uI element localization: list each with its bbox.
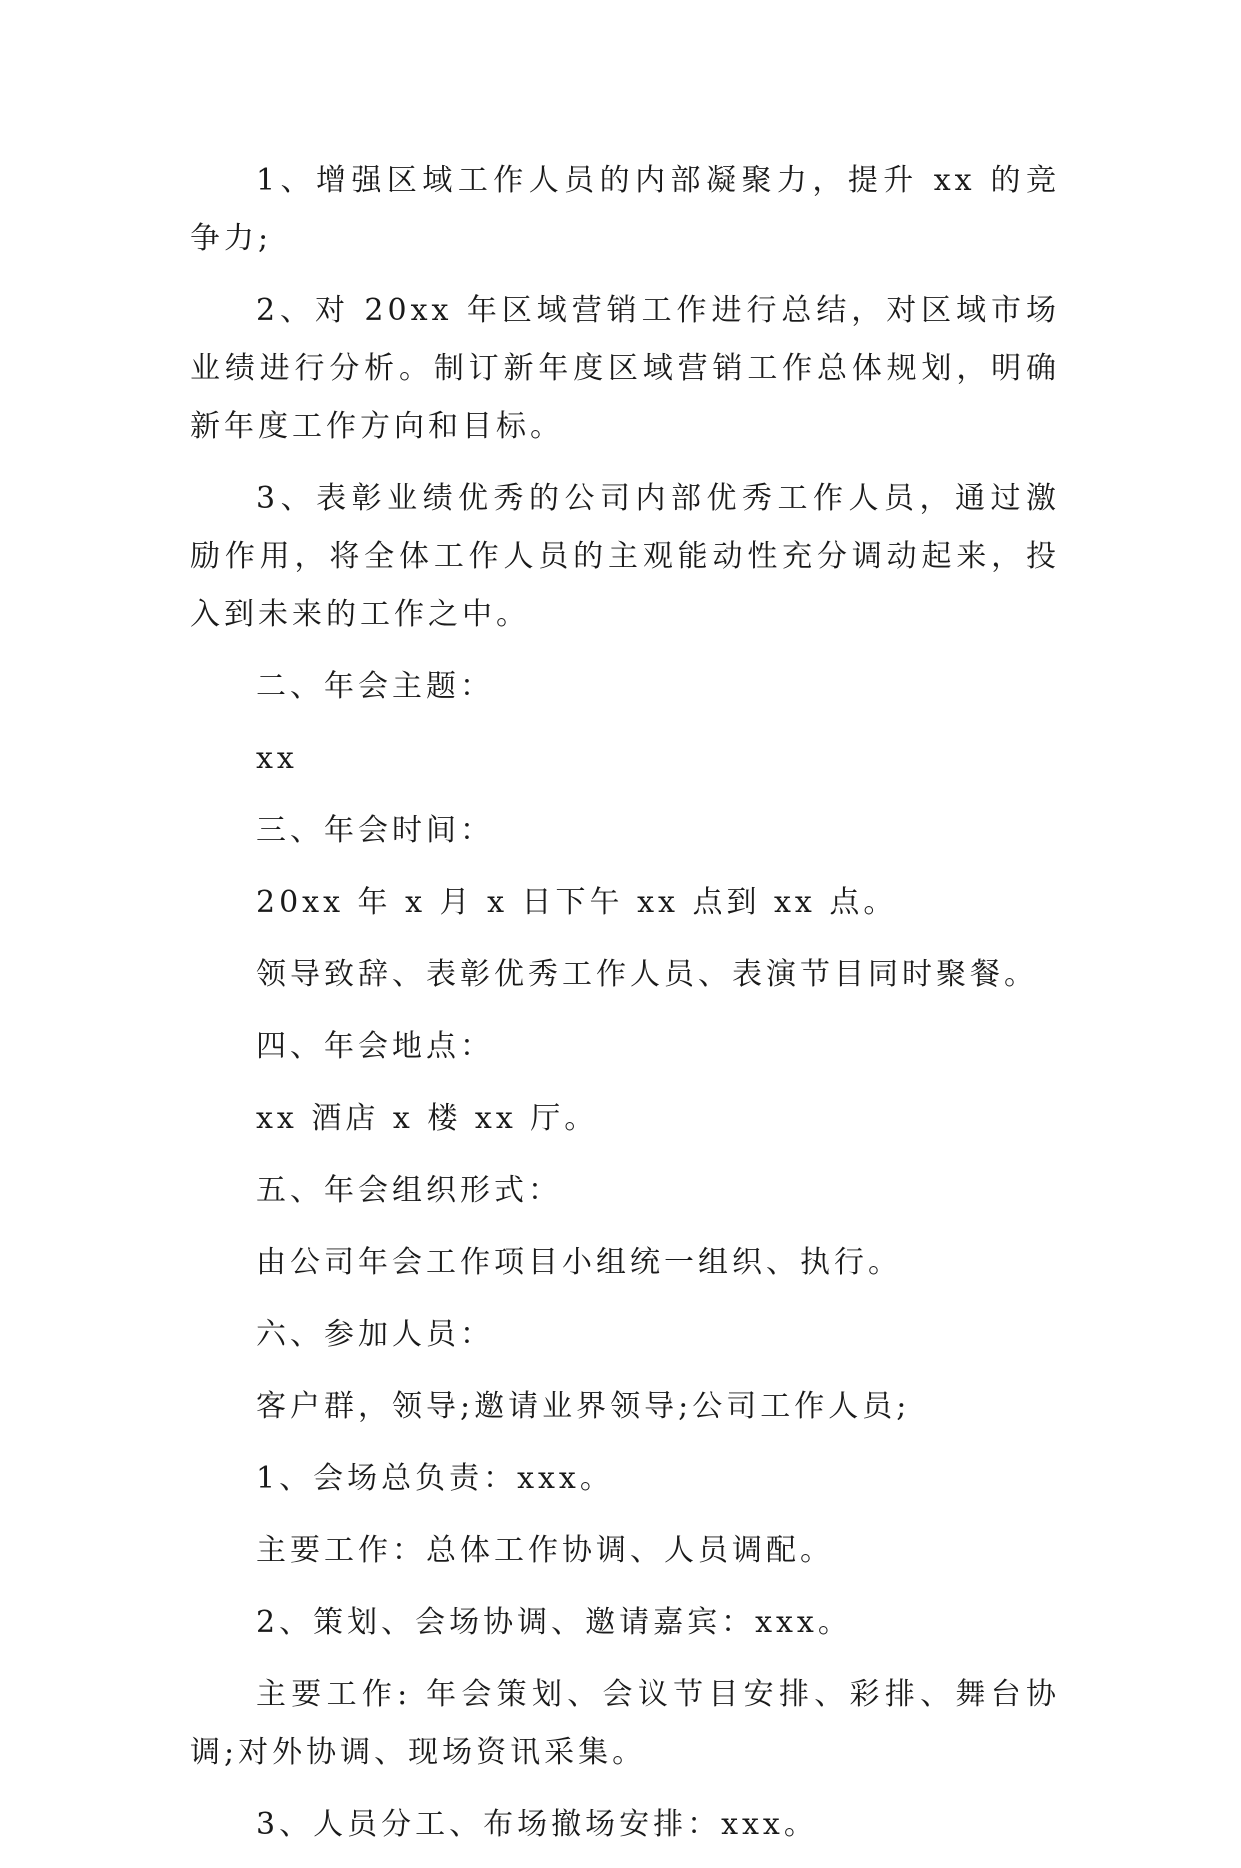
paragraph-venue-lead: 1、会场总负责：xxx。: [256, 1461, 614, 1496]
heading-time: 三、年会时间：: [256, 813, 494, 848]
paragraph-participants: 客户群，领导;邀请业界领导;公司工作人员;: [256, 1389, 911, 1424]
paragraph-organization: 由公司年会工作项目小组统一组织、执行。: [256, 1245, 902, 1280]
paragraph-location: xx 酒店 x 楼 xx 厅。: [256, 1101, 599, 1136]
heading-theme: 二、年会主题：: [256, 669, 494, 704]
heading-location: 四、年会地点：: [256, 1029, 494, 1064]
document-page: [190, 152, 1060, 1868]
paragraph-planning-lead: 2、策划、会场协调、邀请嘉宾：xxx。: [256, 1605, 852, 1640]
paragraph-time: 20xx 年 x 月 x 日下午 xx 点到 xx 点。: [256, 885, 898, 920]
paragraph-theme: xx: [256, 741, 298, 776]
paragraph-planning-duties: 主要工作: 年会策划、会议节目安排、彩排、舞台协调;对外协调、现场资讯采集。: [190, 1677, 1060, 1770]
paragraph-agenda: 领导致辞、表彰优秀工作人员、表演节目同时聚餐。: [256, 957, 1038, 992]
paragraph-staffing-lead: 3、人员分工、布场撤场安排：xxx。: [256, 1807, 818, 1842]
paragraph-venue-lead-duties: 主要工作：总体工作协调、人员调配。: [256, 1533, 834, 1568]
paragraph-goal-1: 1、增强区域工作人员的内部凝聚力，提升 xx 的竞争力;: [190, 163, 1060, 256]
heading-organization: 五、年会组织形式：: [256, 1173, 562, 1208]
paragraph-goal-3: 3、表彰业绩优秀的公司内部优秀工作人员，通过激励作用，将全体工作人员的主观能动性充分调动起来，投入到未来的工作之中。: [190, 481, 1060, 632]
heading-participants: 六、参加人员：: [256, 1317, 494, 1352]
paragraph-goal-2: 2、对 20xx 年区域营销工作进行总结，对区域市场业绩进行分析。制订新年度区域营销工作总体规划，明确新年度工作方向和目标。: [190, 293, 1060, 444]
